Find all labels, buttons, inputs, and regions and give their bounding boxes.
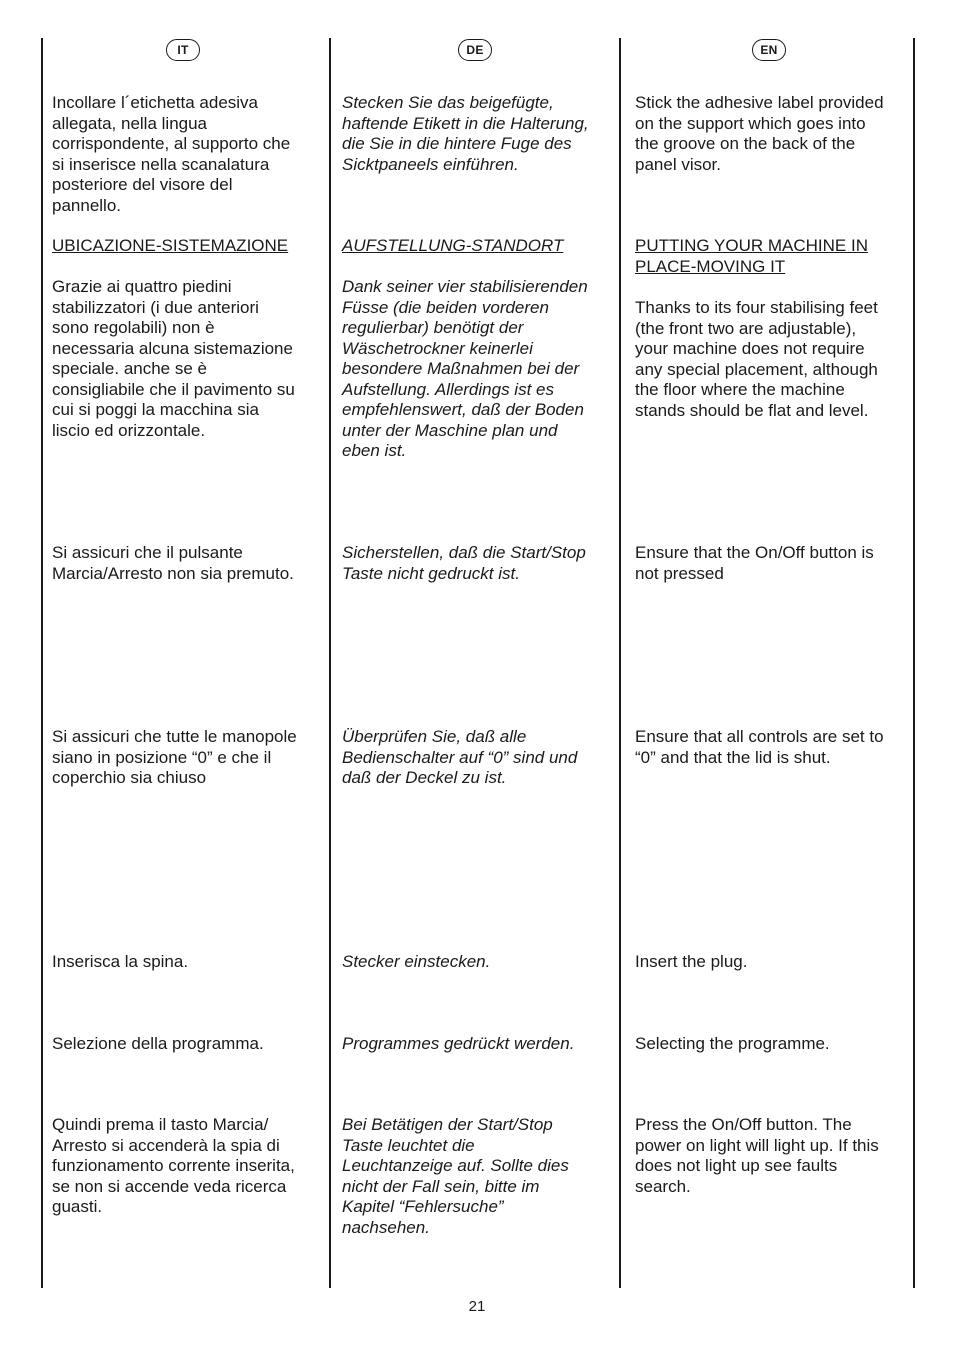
- language-badge-de: DE: [458, 39, 492, 61]
- de-select-programme: Programmes gedrückt werden.: [342, 1034, 575, 1053]
- it-select-programme: Selezione della programma.: [52, 1034, 264, 1053]
- it-label-instruction: Incollare l´etichetta adesiva allegata, nella lingua corrispondente, al supporto che si inserisce nella scanalatura posteriore del visore del pannello.: [52, 93, 291, 215]
- it-placement-text: Grazie ai quattro piedini stabilizzatori (i due anteriori sono regolabili) non è necessaria alcuna sistemazione speciale. anche se è consigliabile che il pavimento su cui si poggi la macchina sia liscio ed orizzontale.: [52, 277, 295, 440]
- en-button-check: Ensure that the On/Off button is not pressed: [635, 543, 874, 583]
- column-rule-left: [41, 38, 43, 1288]
- it-insert-plug: Inserisca la spina.: [52, 952, 189, 971]
- de-section-heading: AUFSTELLUNG-STANDORT: [342, 236, 564, 255]
- de-button-check: Sicherstellen, daß die Start/Stop Taste nicht gedruckt ist.: [342, 543, 586, 583]
- page-number: 21: [468, 1298, 486, 1315]
- de-placement-text: Dank seiner vier stabilisierenden Füsse (die beiden vorderen regulierbar) benötigt der Wäschetrockner keinerlei besondere Maßnahmen bei der Aufstellung. Allerdings ist es empfehlenswert, daß der Boden unter der Maschine plan und eben ist.: [342, 277, 588, 460]
- de-press-start: Bei Betätigen der Start/Stop Taste leuchtet die Leuchtanzeige auf. Sollte dies nicht der Fall sein, bitte im Kapitel “Fehlersuche” nachsehen.: [342, 1115, 569, 1237]
- column-rule-de-en: [619, 38, 621, 1288]
- en-placement-text: Thanks to its four stabilising feet (the front two are adjustable), your machine does not require any special placement, although the floor where the machine stands should be flat and level.: [635, 298, 878, 420]
- en-select-programme: Selecting the programme.: [635, 1034, 830, 1053]
- en-controls-check: Ensure that all controls are set to “0” and that the lid is shut.: [635, 727, 884, 767]
- it-section-heading: UBICAZIONE-SISTEMAZIONE: [52, 236, 289, 255]
- de-insert-plug: Stecker einstecken.: [342, 952, 491, 971]
- en-section-heading: PUTTING YOUR MACHINE IN PLACE-MOVING IT: [635, 236, 868, 276]
- it-press-start: Quindi prema il tasto Marcia/ Arresto si accenderà la spia di funzionamento corrente inserita, se non si accende veda ricerca guasti.: [52, 1115, 295, 1216]
- en-press-start: Press the On/Off button. The power on light will light up. If this does not light up see faults search.: [635, 1115, 879, 1196]
- language-badge-en: EN: [752, 39, 786, 61]
- en-label-instruction: Stick the adhesive label provided on the support which goes into the groove on the back of the panel visor.: [635, 93, 884, 174]
- en-insert-plug: Insert the plug.: [635, 952, 748, 971]
- column-rule-right: [913, 38, 915, 1288]
- it-button-check: Si assicuri che il pulsante Marcia/Arresto non sia premuto.: [52, 543, 294, 583]
- language-badge-it: IT: [166, 39, 200, 61]
- de-controls-check: Überprüfen Sie, daß alle Bedienschalter auf “0” sind und daß der Deckel zu ist.: [342, 727, 578, 787]
- it-controls-check: Si assicuri che tutte le manopole siano in posizione “0” e che il coperchio sia chiuso: [52, 727, 297, 787]
- column-rule-it-de: [329, 38, 331, 1288]
- de-label-instruction: Stecken Sie das beigefügte, haftende Etikett in die Halterung, die Sie in die hintere Fuge des Sicktpaneels einführen.: [342, 93, 589, 174]
